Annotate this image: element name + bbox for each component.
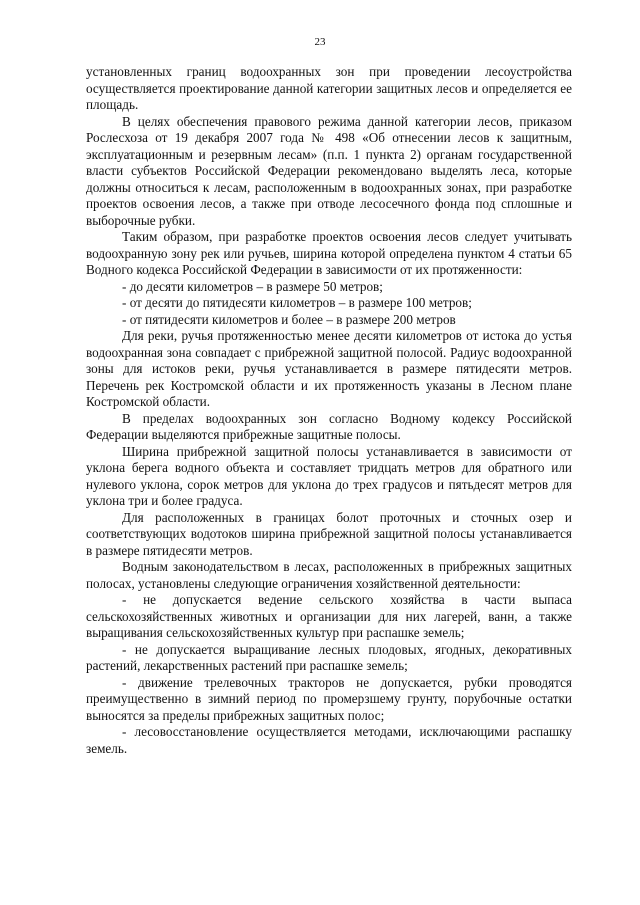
restriction-reforestation: - лесовосстановление осуществляется методами, исключающими распашку земель.: [86, 724, 572, 756]
paragraph-coastal-strips: В пределах водоохранных зон согласно Водному кодексу Российской Федерации выделяются прибрежные защитные полосы.: [86, 410, 572, 442]
restriction-tractors: - движение трелевочных тракторов не допускается, рубки проводятся преимущественно в зимний период по промерзшему грунту, порубочные остатки выносятся за пределы прибрежных защитных полос;: [86, 674, 572, 723]
document-body: [86, 64, 572, 757]
paragraph-legal-regime: В целях обеспечения правового режима данной категории лесов, приказом Рослесхоза от 19 декабря 2007 года № 498 «Об отнесении лесов к защитным, эксплуатационным и резервным лесам» (п.п. 1 пункта 2) органам государственной власти субъектов Российской Федерации рекомендовано выделять леса, которые должны относиться к лесам, расположенным в водоохранных зонах, при разработке проектов освоения лесов, а также при отводе лесосечного фонда под сплошные и выборочные рубки.: [86, 113, 572, 228]
paragraph-restrictions-intro: Водным законодательством в лесах, расположенных в прибрежных защитных полосах, установлены следующие ограничения хозяйственной деятельности:: [86, 559, 572, 591]
paragraph-continuation: установленных границ водоохранных зон при проведении лесоустройства осуществляется проектирование данной категории защитных лесов и определяется ее площадь.: [86, 64, 572, 112]
list-item-10-50km: - от десяти до пятидесяти километров – в размере 100 метров;: [122, 295, 472, 310]
paragraph-bog-lakes: Для расположенных в границах болот проточных и сточных озер и соответствующих водотоков ширина прибрежной защитной полосы устанавливается в размере пятидесяти метров.: [86, 509, 572, 558]
restriction-agriculture: - не допускается ведение сельского хозяйства в части выпаса сельскохозяйственных животных и организации для них лагерей, ванн, а также выращивания сельскохозяйственных культур при распашке земель;: [86, 592, 572, 640]
paragraph-short-rivers: Для реки, ручья протяженностью менее десяти километров от истока до устья водоохранная зона совпадает с прибрежной защитной полосой. Радиус водоохранной зоны для истоков реки, ручья устанавливается в размере пятидесяти метров. Перечень рек Костромской области и их протяженность указаны в Лесном плане Костромской области.: [86, 328, 572, 409]
restriction-plants: - не допускается выращивание лесных плодовых, ягодных, декоративных растений, лекарственных растений при распашке земель;: [86, 641, 572, 673]
page-number: 23: [314, 36, 326, 48]
paragraph-water-protection-width: Таким образом, при разработке проектов освоения лесов следует учитывать водоохранную зону рек или ручьев, ширина которой определена пунктом 4 статьи 65 Водного кодекса Российской Федерации в зависимости от их протяженности:: [86, 229, 572, 277]
paragraph-strip-width: Ширина прибрежной защитной полосы устанавливается в зависимости от уклона берега водного объекта и составляет тридцать метров для обратного или нулевого уклона, сорок метров для уклона до трех градусов и пятьдесят метров для уклона три и более градуса.: [86, 443, 572, 508]
list-item-over-50km: - от пятидесяти километров и более – в размере 200 метров: [122, 311, 456, 327]
list-item-under-10km: - до десяти километров – в размере 50 метров;: [122, 278, 383, 294]
